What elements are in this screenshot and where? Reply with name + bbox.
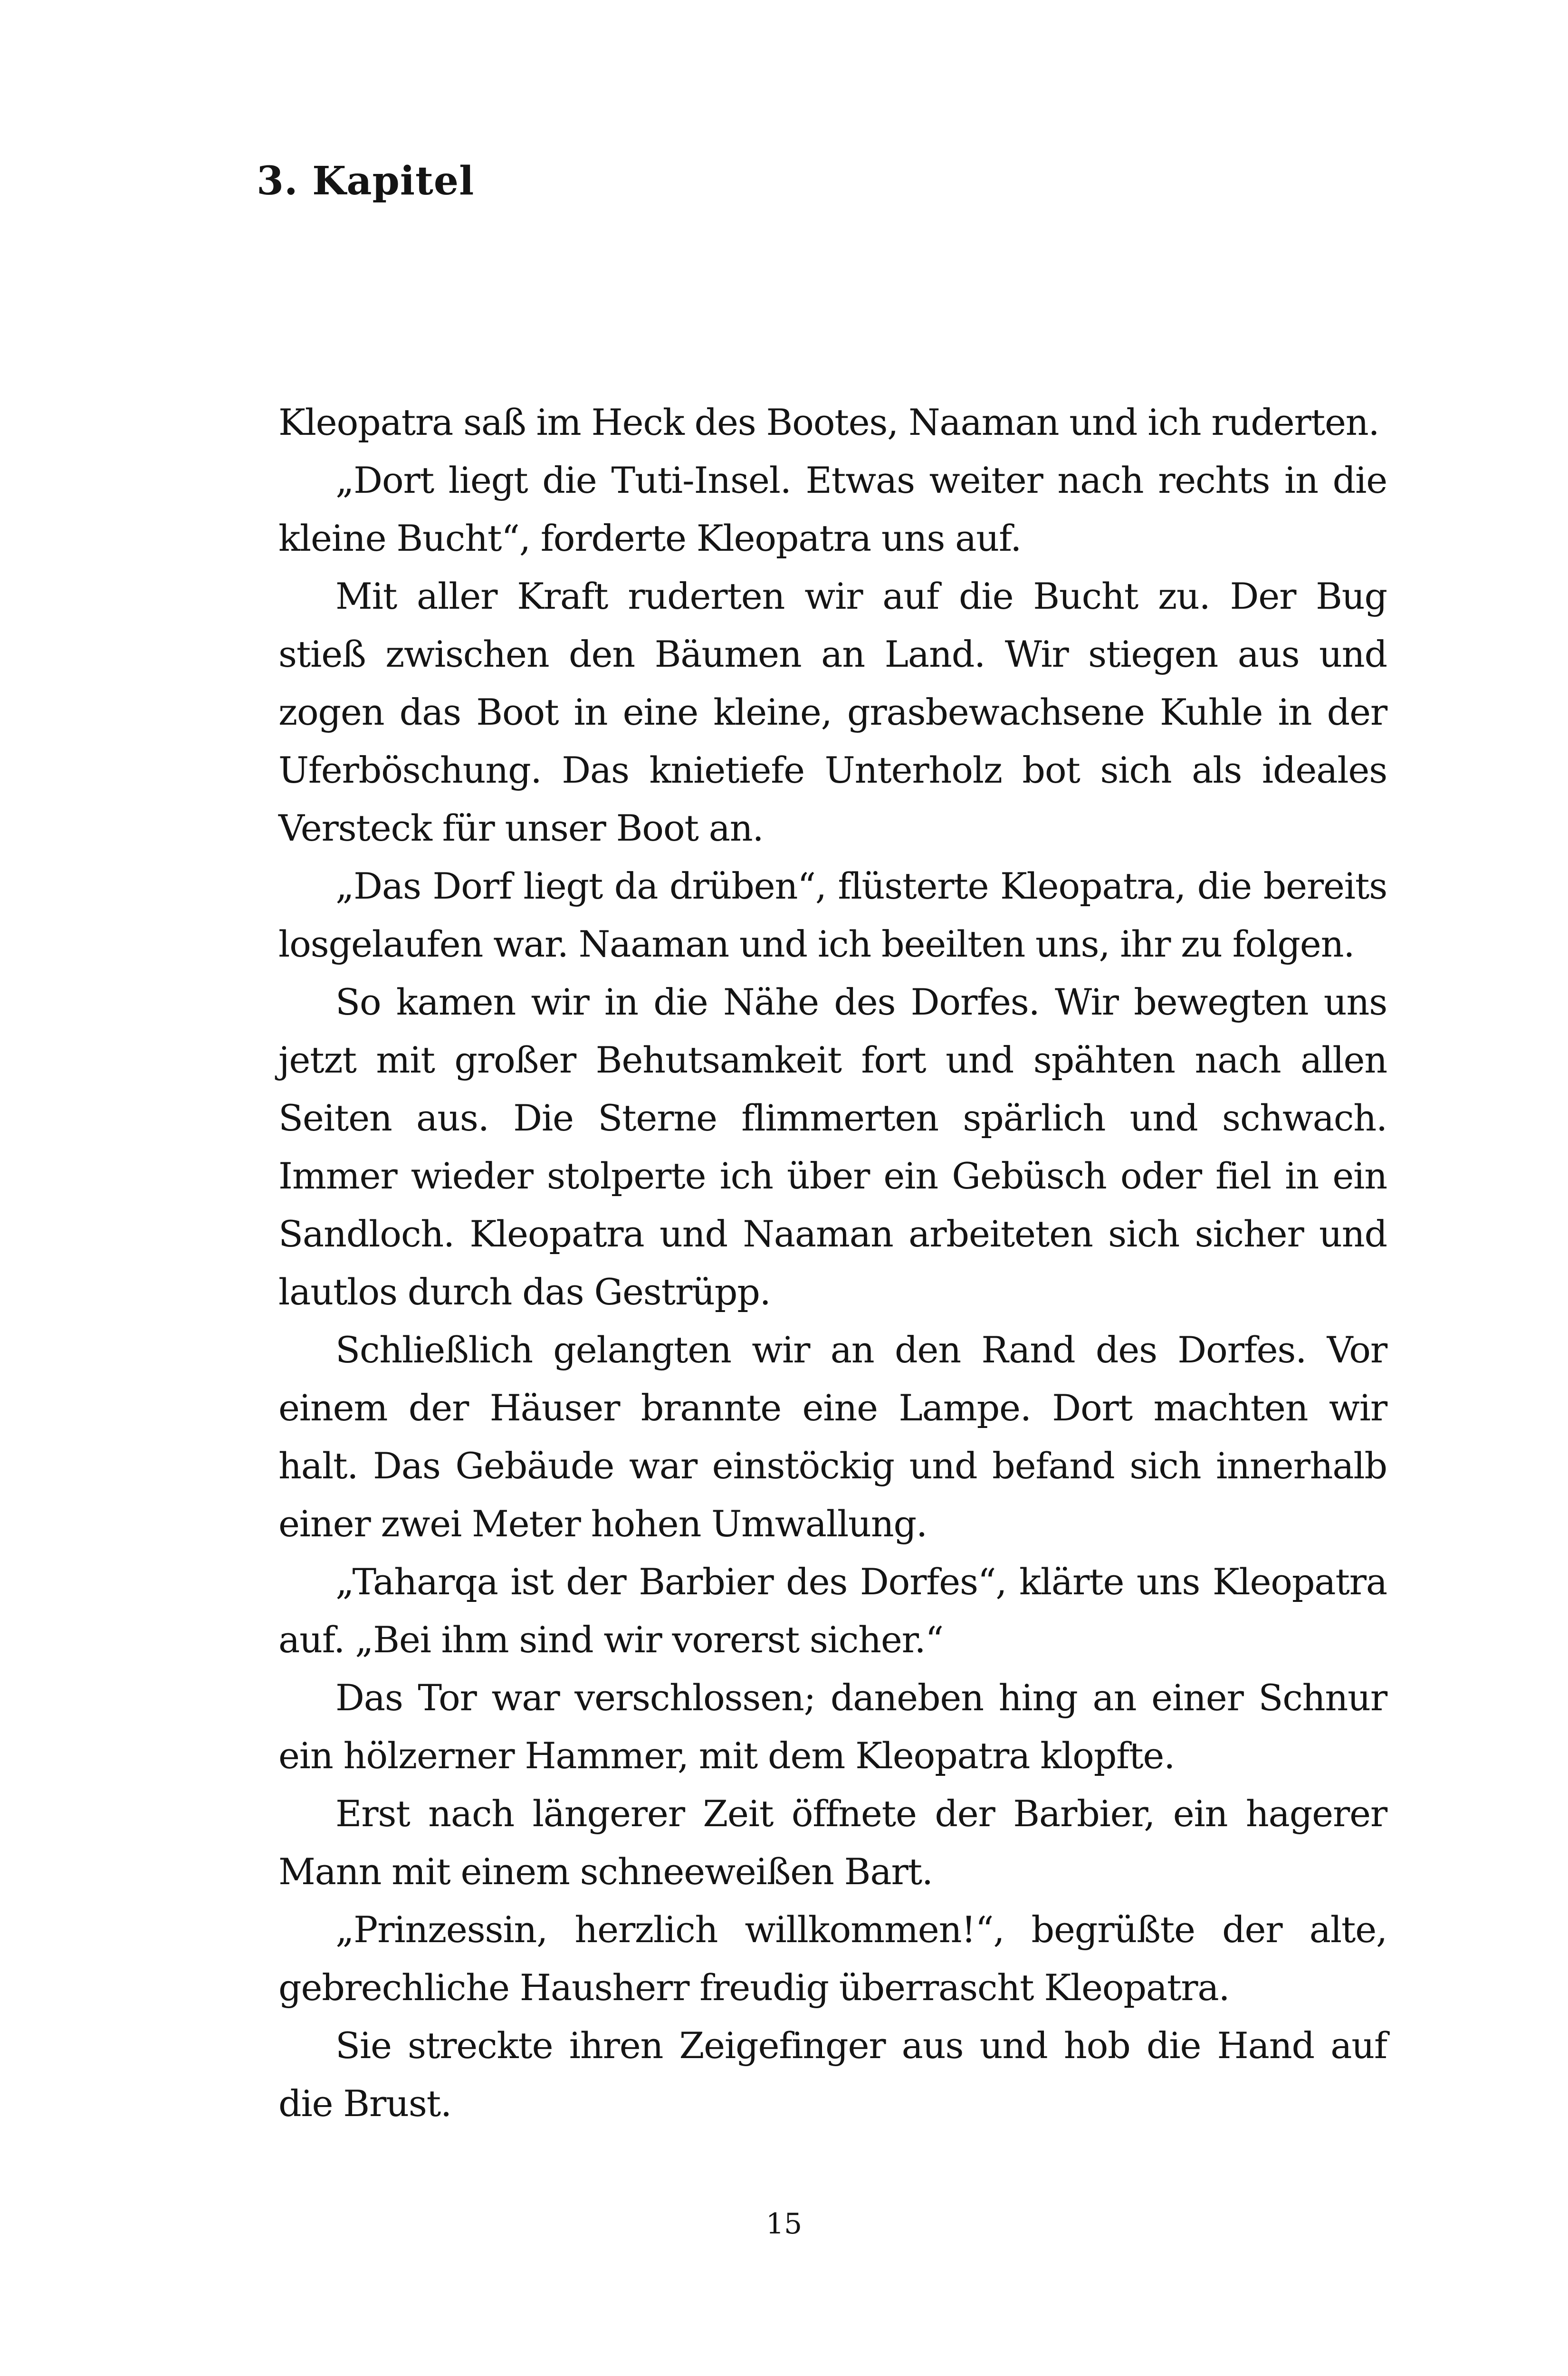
paragraph: „Prinzessin, herzlich willkommen!“, begrüßte der alte, gebrechliche Hausherr freudig überrascht Kleopatra. <box>278 1908 1387 2009</box>
paragraph: „Das Dorf liegt da drüben“, flüsterte Kleopatra, die bereits losgelaufen war. Naaman und ich beeilten uns, ihr zu folgen. <box>278 865 1387 965</box>
paragraph: Mit aller Kraft ruderten wir auf die Bucht zu. Der Bug stieß zwischen den Bäumen an Land. Wir stiegen aus und zogen das Boot in eine kleine, grasbewachsene Kuhle in der Uferböschung. Das knietiefe Unterholz bot sich als ideales Versteck für unser Boot an. <box>278 575 1387 849</box>
paragraph: „Taharqa ist der Barbier des Dorfes“, klärte uns Kleopatra auf. „Bei ihm sind wir vorerst sicher.“ <box>278 1561 1387 1661</box>
chapter-heading: 3. Kapitel <box>257 158 475 204</box>
chapter-body <box>278 393 1387 2133</box>
paragraph: Sie streckte ihren Zeigefinger aus und hob die Hand auf die Brust. <box>278 2024 1387 2125</box>
paragraph: So kamen wir in die Nähe des Dorfes. Wir bewegten uns jetzt mit großer Behutsamkeit fort und spähten nach allen Seiten aus. Die Sterne flimmerten spärlich und schwach. Immer wieder stolperte ich über ein Gebüsch oder fiel in ein Sandloch. Kleopatra und Naaman arbeiteten sich sicher und lautlos durch das Gestrüpp. <box>278 981 1387 1313</box>
paragraph: Erst nach längerer Zeit öffnete der Barbier, ein hagerer Mann mit einem schneeweißen Bart. <box>278 1792 1387 1893</box>
paragraph: „Dort liegt die Tuti-Insel. Etwas weiter nach rechts in die kleine Bucht“, forderte Kleopatra uns auf. <box>278 459 1387 559</box>
page-number: 15 <box>765 2207 803 2241</box>
paragraph: Das Tor war verschlossen; daneben hing an einer Schnur ein hölzerner Hammer, mit dem Kleopatra klopfte. <box>278 1677 1387 1777</box>
paragraph: Kleopatra saß im Heck des Bootes, Naaman und ich ruderten. <box>278 401 1379 443</box>
paragraph: Schließlich gelangten wir an den Rand des Dorfes. Vor einem der Häuser brannte eine Lampe. Dort machten wir halt. Das Gebäude war einstöckig und befand sich innerhalb einer zwei Meter hohen Umwallung. <box>278 1329 1387 1545</box>
